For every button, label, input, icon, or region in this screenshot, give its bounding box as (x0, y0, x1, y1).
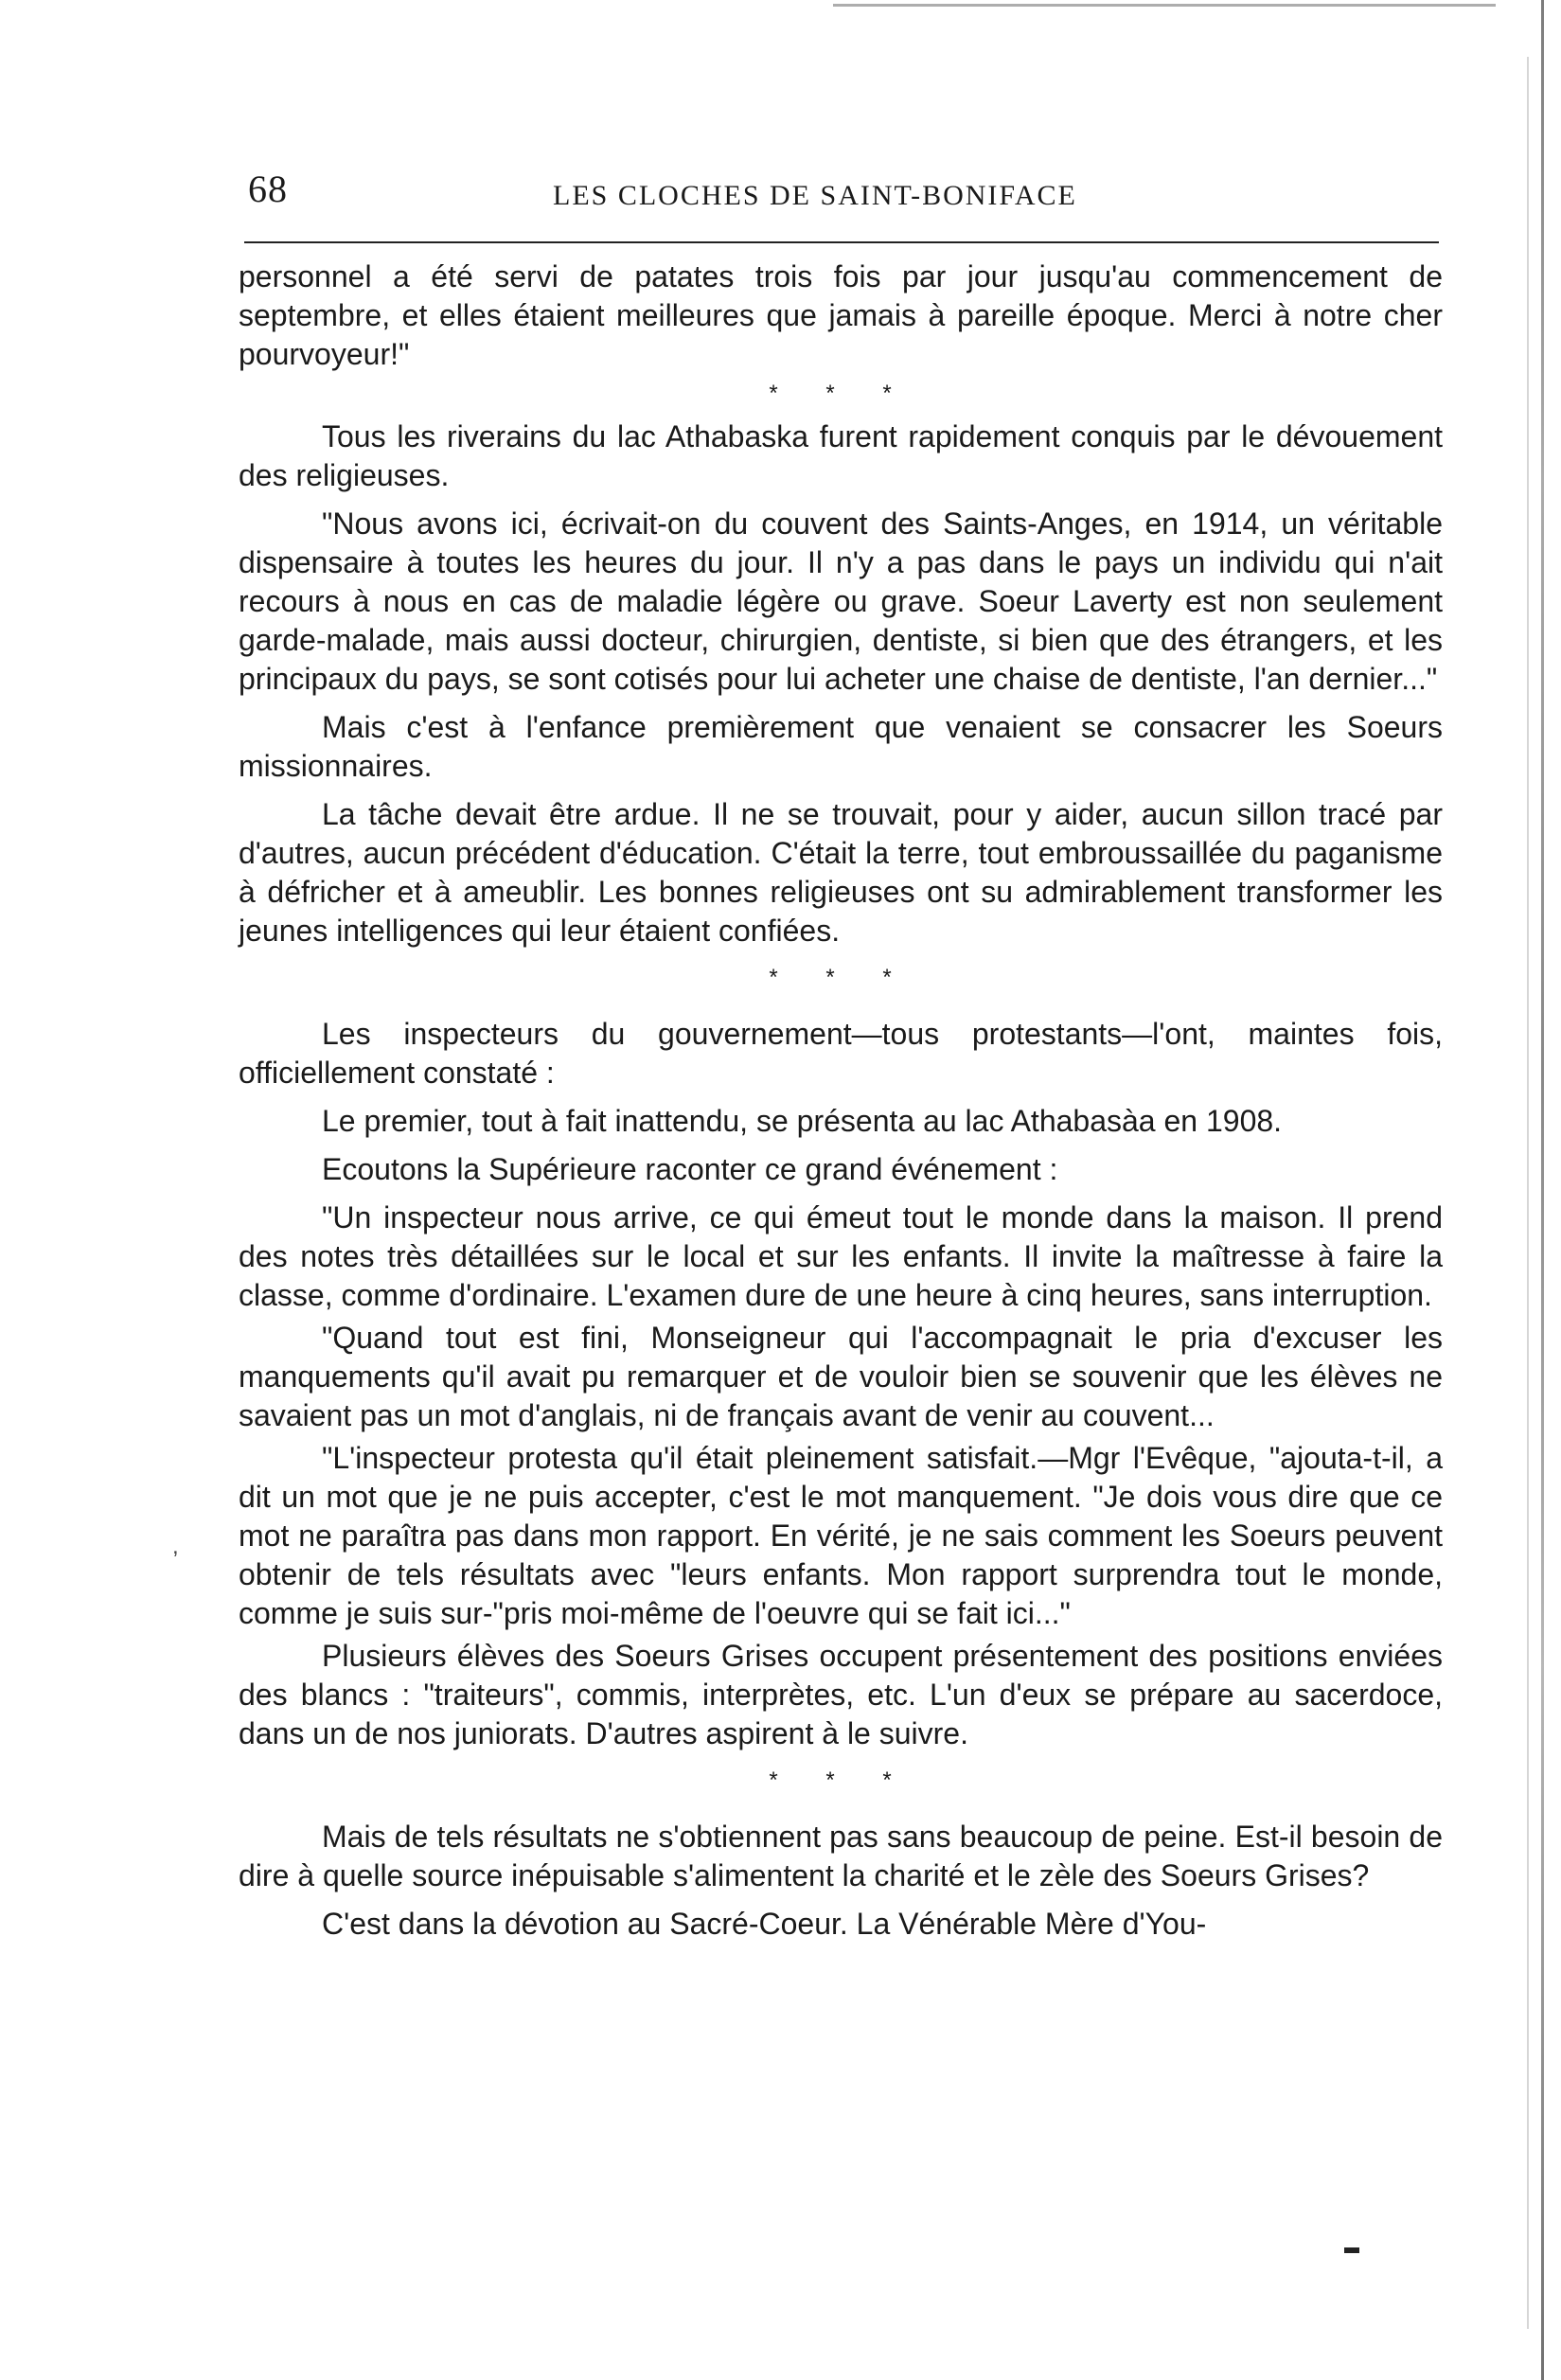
scan-top-line (833, 4, 1496, 7)
scan-right-edge (1541, 0, 1544, 2380)
section-separator-1: * * * (769, 381, 913, 406)
running-head: LES CLOCHES DE SAINT-BONIFACE (553, 180, 1077, 211)
section-separator-3: * * * (769, 1767, 913, 1793)
page-header (248, 167, 1441, 223)
page-number: 68 (248, 168, 288, 210)
paragraph-8: Ecoutons la Supérieure raconter ce grand événement : (322, 1152, 1058, 1186)
paragraph-10: "Quand tout est fini, Monseigneur qui l'accompagnait le pria d'excuser les manquements qu'il avait pu remarquer et de vouloir bien se souvenir que les élèves ne savaient pas un mot d'anglais, ni de français avant de venir au couvent... (239, 1321, 1443, 1432)
paragraph-13: Mais de tels résultats ne s'obtiennent pas sans beaucoup de peine. Est-il besoin de dire à quelle source inépuisable s'alimentent la charité et le zèle des Soeurs Grises? (239, 1820, 1443, 1892)
margin-pencil-mark: , (172, 1534, 179, 1559)
page-body (239, 258, 1443, 1953)
paragraph-11: "L'inspecteur protesta qu'il était pleinement satisfait.—Mgr l'Evêque, "ajouta-t-il, a dit un mot que je ne puis accepter, c'est le mot manquement. "Je dois vous dire que ce mot ne paraîtra pas dans mon rapport. En vérité, je ne sais comment les Soeurs peuvent obtenir de tels résultats avec "leurs enfants. Mon rapport surprendra tout le monde, comme je suis sur-"pris moi-même de l'oeuvre qui se fait ici..." (239, 1441, 1443, 1630)
paragraph-3: "Nous avons ici, écrivait-on du couvent des Saints-Anges, en 1914, un véritable dispensaire à toutes les heures du jour. Il n'y a pas dans le pays un individu qui n'ait recours à nous en cas de maladie légère ou grave. Soeur Laverty est non seulement garde-malade, mais aussi docteur, chirurgien, dentiste, si bien que des étrangers, et les principaux du pays, se sont cotisés pour lui acheter une chaise de dentiste, l'an dernier..." (239, 506, 1443, 696)
scan-right-edge-shadow (1527, 57, 1529, 2329)
paragraph-2: Tous les riverains du lac Athabaska furent rapidement conquis par le dévouement des religieuses. (239, 419, 1443, 492)
paragraph-9: "Un inspecteur nous arrive, ce qui émeut tout le monde dans la maison. Il prend des notes très détaillées sur le local et sur les enfants. Il invite la maîtresse à faire la classe, comme d'ordinaire. L'examen dure de une heure à cinq heures, sans interruption. (239, 1200, 1443, 1312)
paragraph-5: La tâche devait être ardue. Il ne se trouvait, pour y aider, aucun sillon tracé par d'autres, aucun précédent d'éducation. C'était la terre, tout embroussaillée du paganisme à défricher et à ameublir. Les bonnes religieuses ont su admirablement transformer les jeunes intelligences qui leur étaient confiées. (239, 797, 1443, 948)
header-rule (244, 241, 1439, 243)
paragraph-14: C'est dans la dévotion au Sacré-Coeur. La Vénérable Mère d'You- (322, 1907, 1207, 1941)
section-separator-2: * * * (769, 965, 913, 990)
page-bottom-mark (1344, 2247, 1359, 2253)
paragraph-6: Les inspecteurs du gouvernement—tous protestants—l'ont, maintes fois, officiellement constaté : (239, 1017, 1443, 1090)
paragraph-12: Plusieurs élèves des Soeurs Grises occupent présentement des positions enviées des blancs : "traiteurs", commis, interprètes, etc. L'un d'eux se prépare au sacerdoce, dans un de nos juniorats. D'autres aspirent à le suivre. (239, 1639, 1443, 1750)
paragraph-7: Le premier, tout à fait inattendu, se présenta au lac Athabasàa en 1908. (322, 1104, 1283, 1138)
paragraph-4: Mais c'est à l'enfance premièrement que venaient se consacrer les Soeurs missionnaires. (239, 710, 1443, 783)
paragraph-1: personnel a été servi de patates trois fois par jour jusqu'au commencement de septembre, et elles étaient meilleures que jamais à pareille époque. Merci à notre cher pourvoyeur!" (239, 259, 1443, 371)
